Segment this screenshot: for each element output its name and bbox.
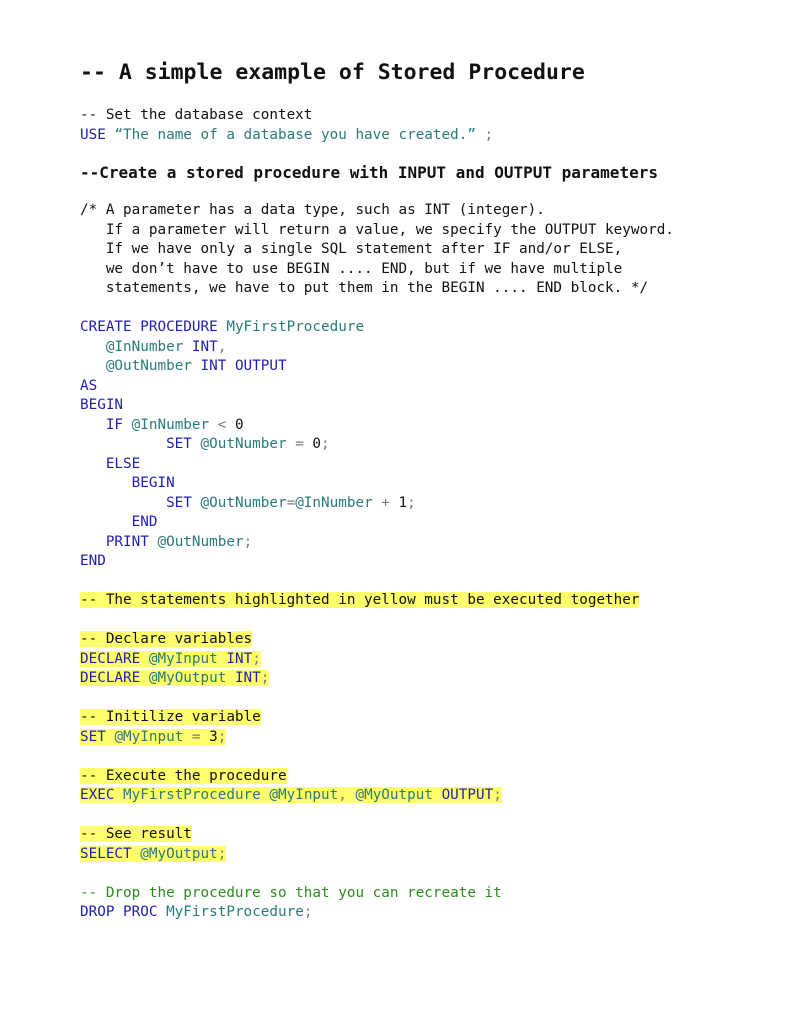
- if-line: [80, 416, 770, 436]
- database-name-string: “The name of a database you have created.”: [114, 126, 476, 143]
- drop-comment: [80, 884, 770, 904]
- block-comment-line: statements, we have to put them in the BEGIN .... END block. */: [80, 280, 649, 296]
- highlighted-comment: -- Initilize variable: [80, 709, 261, 725]
- variable: @OutNumber: [157, 533, 244, 550]
- init-comment: [80, 708, 770, 728]
- comment-text: -- Set the database context: [80, 107, 313, 123]
- as-line: [80, 377, 770, 397]
- declare-comment: [80, 630, 770, 650]
- inner-begin-line: [80, 474, 770, 494]
- keyword: BEGIN: [80, 397, 124, 413]
- param-name: @OutNumber: [105, 358, 192, 374]
- exec-comment: [80, 767, 770, 787]
- keyword: CREATE PROCEDURE: [80, 319, 218, 335]
- set-line: [80, 435, 770, 455]
- keyword: SET: [166, 436, 192, 452]
- exec-line: [80, 786, 770, 806]
- param-type: INT OUTPUT: [200, 358, 287, 374]
- keyword: IF: [105, 416, 124, 433]
- highlighted-comment: -- Execute the procedure: [80, 767, 287, 784]
- keyword: DECLARE: [80, 670, 141, 686]
- param-line: [80, 357, 770, 377]
- number: 0: [234, 416, 244, 433]
- terminator: ;: [260, 670, 270, 686]
- terminator: ;: [252, 650, 261, 667]
- terminator: ;: [217, 728, 227, 745]
- number: 3: [209, 728, 218, 745]
- highlighted-comment: -- See result: [80, 826, 192, 842]
- type: INT: [234, 670, 261, 686]
- block-comment-line: /* A parameter has a data type, such as INT (integer).: [80, 202, 545, 218]
- end-line: [80, 552, 770, 572]
- block-comment-line: we don’t have to use BEGIN .... END, but if we have multiple: [80, 260, 623, 277]
- operator: =: [286, 494, 296, 511]
- keyword: END: [80, 553, 106, 569]
- declare-line: [80, 650, 770, 670]
- variable: @InNumber: [295, 494, 373, 511]
- keyword: PRINT: [105, 533, 149, 550]
- highlighted-comment: -- The statements highlighted in yellow must be executed together: [80, 592, 640, 608]
- keyword: OUTPUT: [441, 787, 494, 803]
- drop-line: [80, 903, 770, 923]
- variable: @MyOutput: [148, 670, 227, 686]
- keyword: USE: [80, 126, 106, 143]
- select-line: [80, 845, 770, 865]
- terminator: ;: [493, 787, 502, 803]
- keyword: AS: [80, 377, 98, 394]
- variable: @MyOutput: [355, 787, 433, 803]
- terminator: ;: [217, 845, 227, 862]
- comment: -- Drop the procedure so that you can recreate it: [80, 884, 502, 901]
- terminator: ;: [321, 436, 330, 452]
- code-document: [80, 58, 770, 923]
- terminator: ;: [303, 904, 313, 920]
- set-line: [80, 494, 770, 514]
- init-line: [80, 728, 770, 748]
- block-comment-line: If we have only a single SQL statement after IF and/or ELSE,: [80, 241, 623, 257]
- separator: ,: [217, 338, 227, 355]
- begin-line: [80, 396, 770, 416]
- operator: =: [295, 436, 304, 452]
- type: INT: [226, 650, 253, 667]
- page-title: -- A simple example of Stored Procedure: [80, 60, 585, 85]
- context-comment: [80, 106, 770, 126]
- keyword: BEGIN: [131, 475, 175, 491]
- procedure-name: MyFirstProcedure: [226, 319, 365, 335]
- keyword: EXEC: [80, 787, 115, 803]
- terminator: ;: [243, 533, 253, 550]
- procedure-name: MyFirstProcedure: [123, 787, 261, 803]
- create-procedure-line: [80, 318, 770, 338]
- operator: +: [381, 494, 390, 511]
- terminator: ;: [475, 126, 494, 143]
- keyword: ELSE: [105, 455, 141, 472]
- number: 0: [312, 436, 322, 452]
- else-line: [80, 455, 770, 475]
- variable: @MyInput: [148, 650, 218, 667]
- keyword: SET: [166, 494, 192, 511]
- variable: @OutNumber: [200, 494, 287, 511]
- number: 1: [398, 494, 408, 511]
- inner-end-line: [80, 513, 770, 533]
- param-line: [80, 338, 770, 358]
- highlight-note: [80, 591, 770, 611]
- block-comment-line: If a parameter will return a value, we specify the OUTPUT keyword.: [80, 221, 674, 238]
- variable: @InNumber: [131, 416, 210, 433]
- param-name: @InNumber: [105, 338, 184, 355]
- use-statement: [80, 126, 770, 146]
- operator: =: [191, 728, 201, 745]
- highlighted-comment: -- Declare variables: [80, 631, 253, 647]
- result-comment: [80, 825, 770, 845]
- terminator: ;: [407, 494, 416, 511]
- separator: ,: [338, 787, 347, 803]
- declare-line: [80, 669, 770, 689]
- variable: @MyInput: [269, 787, 339, 803]
- keyword: DECLARE: [80, 650, 141, 667]
- keyword: SELECT: [80, 845, 132, 862]
- keyword: END: [131, 514, 158, 530]
- param-type: INT: [191, 338, 218, 355]
- create-heading: --Create a stored procedure with INPUT and OUTPUT parameters: [80, 163, 658, 182]
- procedure-name: MyFirstProcedure: [166, 904, 304, 920]
- print-line: [80, 533, 770, 553]
- variable: @MyInput: [114, 728, 184, 745]
- variable: @OutNumber: [200, 436, 287, 452]
- variable: @MyOutput: [140, 845, 218, 862]
- keyword: SET: [80, 728, 106, 745]
- operator: <: [217, 416, 227, 433]
- keyword: DROP PROC: [80, 904, 158, 920]
